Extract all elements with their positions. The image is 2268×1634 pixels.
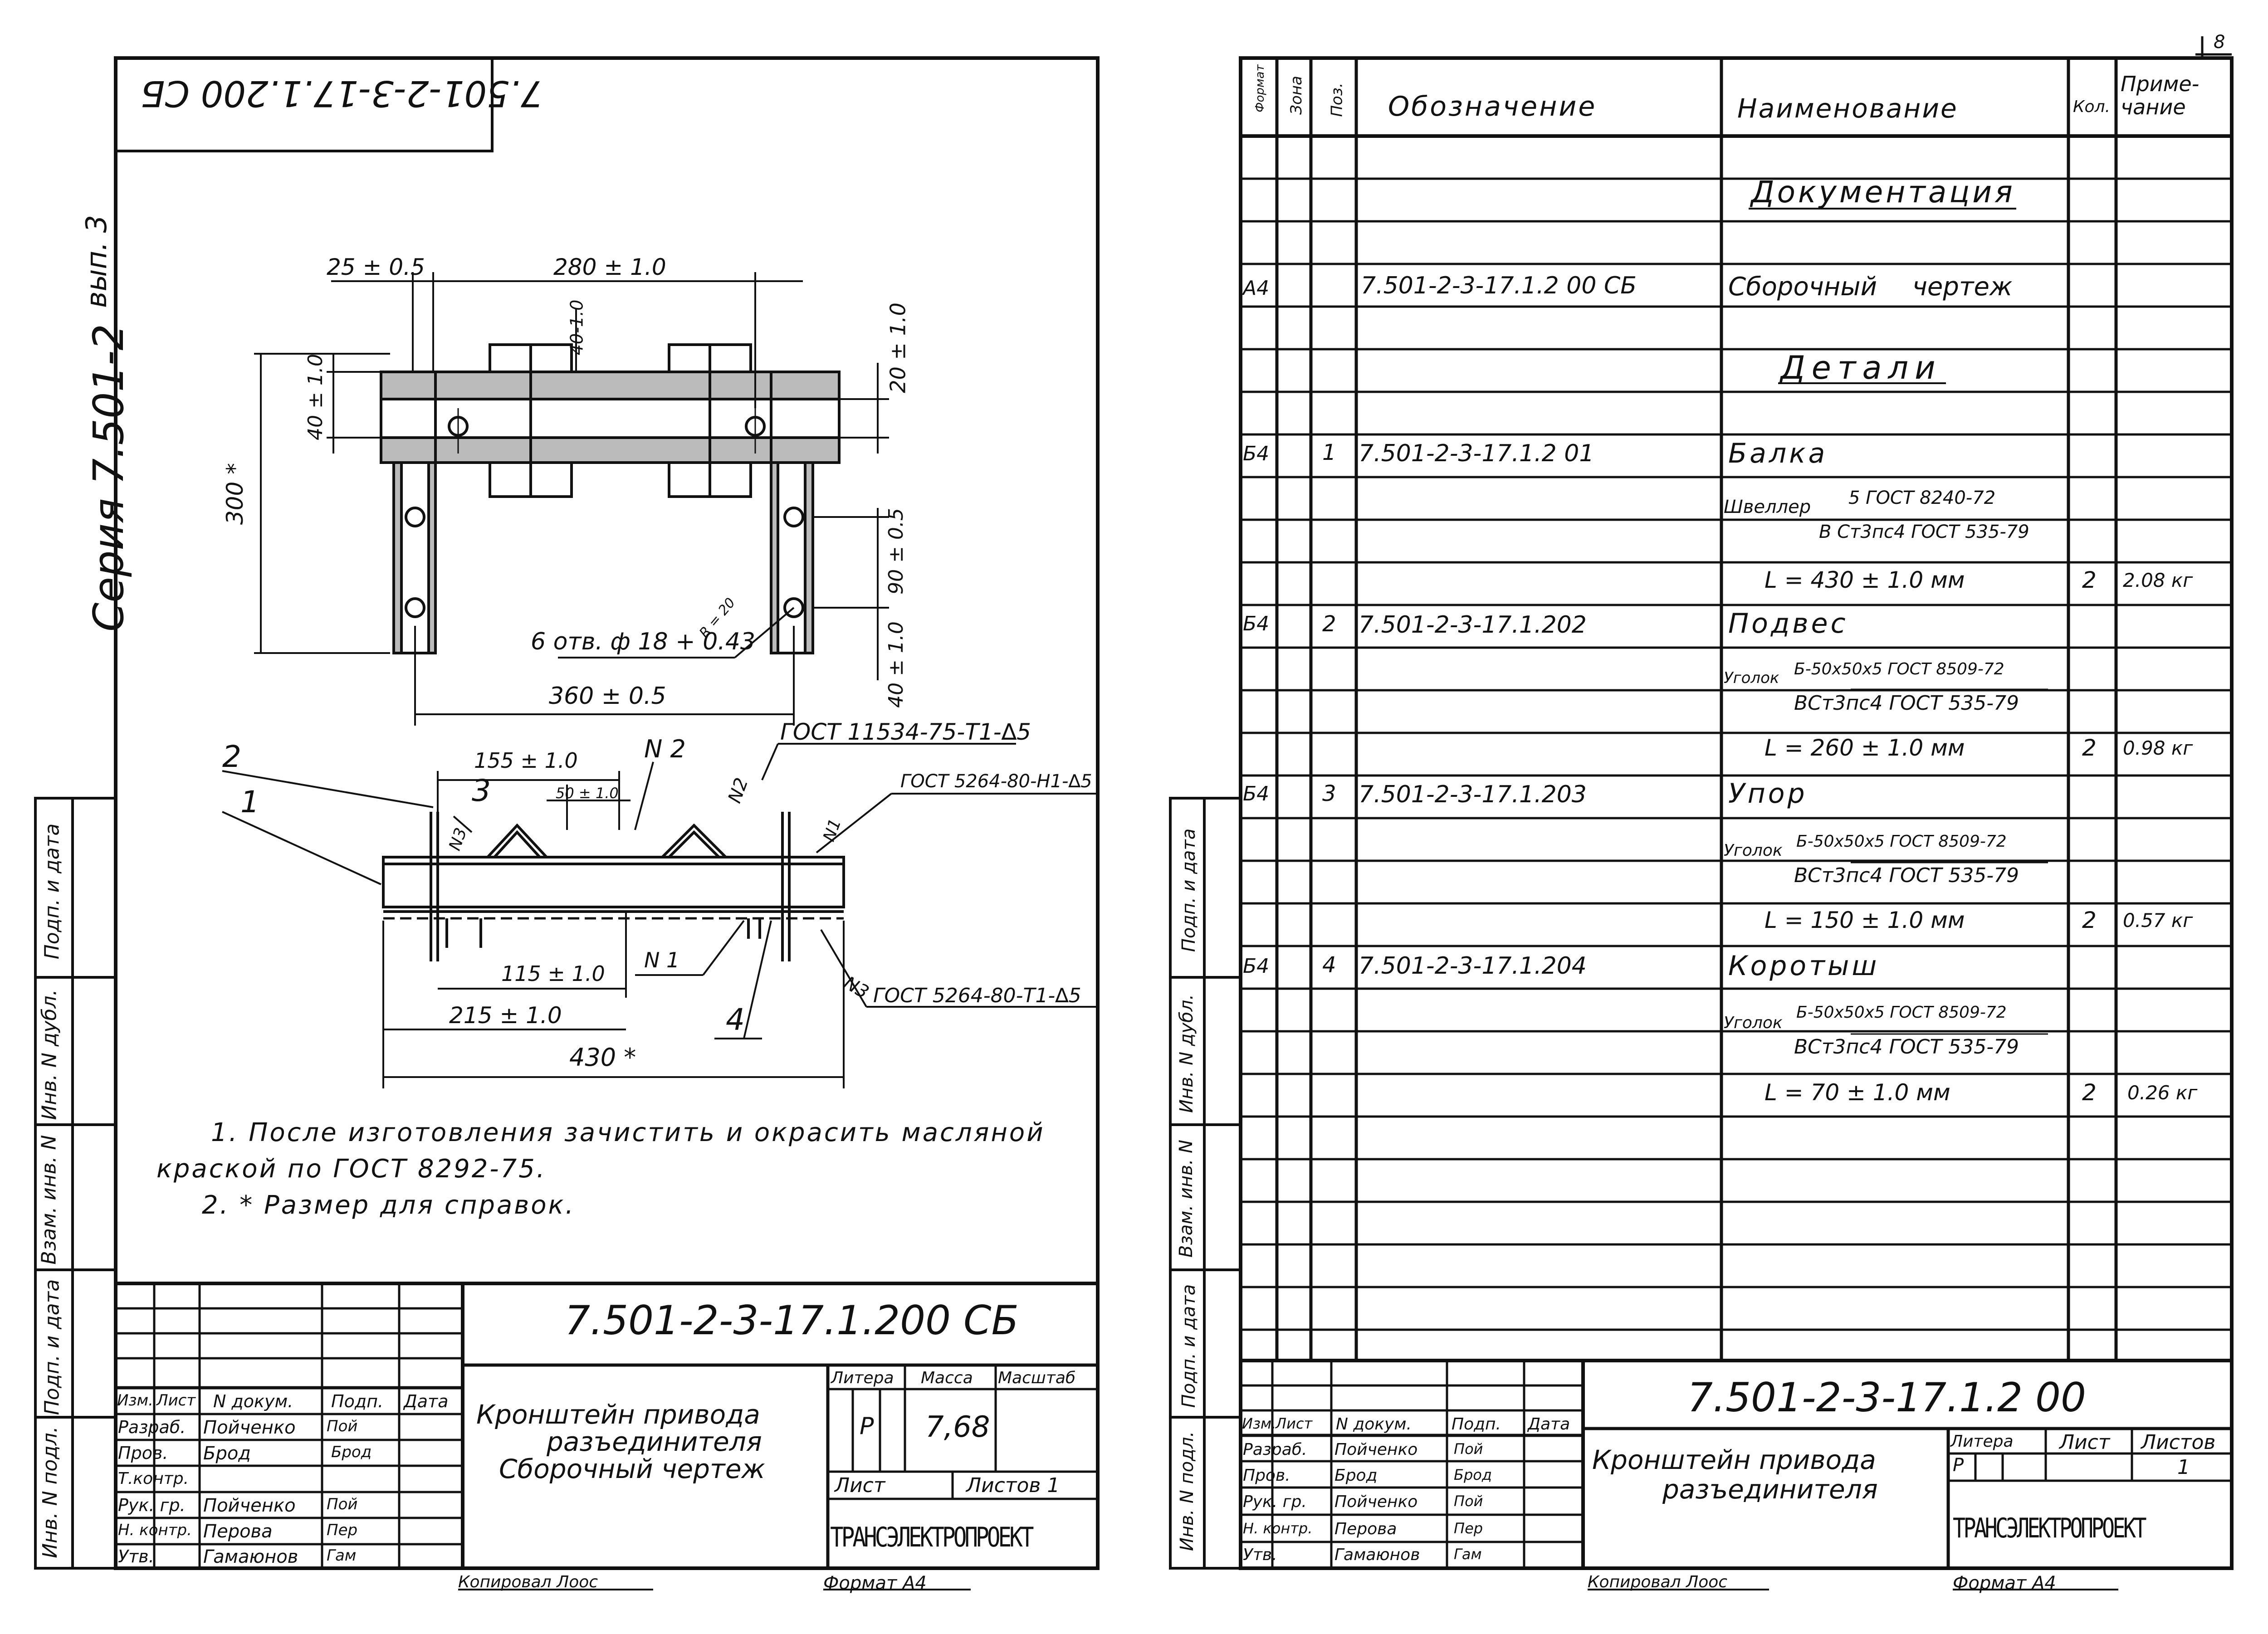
right-role-0: Разраб. <box>1243 1440 1307 1459</box>
doc-row-designation: 7.501-2-3-17.1.2 00 СБ <box>1361 272 1637 299</box>
left-footer-format: Формат А4 <box>823 1573 927 1594</box>
right-name-1: Брод <box>1334 1466 1378 1485</box>
right-company: ТРАНСЭЛЕКТРОПРОЕКТ <box>1953 1512 2145 1544</box>
left-title-line-3: Сборочный чертеж <box>499 1454 765 1484</box>
head-pos: Поз. <box>1328 83 1346 117</box>
dim-20: 20 ± 1.0 <box>885 302 910 393</box>
right-sign-3: Пер <box>1454 1520 1483 1537</box>
left-sheet-label: Лист <box>835 1474 885 1497</box>
right-col-head-4: Дата <box>1528 1415 1570 1434</box>
right-col-head-3: Подп. <box>1452 1415 1501 1434</box>
part1-note: 2.08 кг <box>2123 569 2193 591</box>
right-col-head-2: N докум. <box>1336 1415 1412 1434</box>
right-name-2: Пойченко <box>1334 1493 1418 1511</box>
margin-field-3: Инв. N дубл. <box>38 989 61 1120</box>
left-role-4: Н. контр. <box>118 1521 192 1539</box>
left-role-3: Рук. гр. <box>118 1495 186 1515</box>
weld-n2-slant: N2 <box>724 775 753 806</box>
part2-material-num: Б-50х50х5 ГОСТ 8509-72 <box>1794 660 2004 678</box>
right-name-0: Пойченко <box>1334 1440 1418 1459</box>
part1-length: L = 430 ± 1.0 мм <box>1765 567 1965 593</box>
right-margin-field-0: Инв. N подл. <box>1177 1431 1198 1551</box>
weld-n2-label: N 2 <box>644 735 686 763</box>
right-title-line-2: разъединителя <box>1662 1474 1878 1505</box>
dim-215: 215 ± 1.0 <box>449 1002 562 1029</box>
left-name-0: Пойченко <box>203 1417 296 1438</box>
part3-note: 0.57 кг <box>2123 909 2193 932</box>
left-role-2: Т.контр. <box>118 1469 189 1488</box>
right-table-grid <box>1241 58 2232 1361</box>
margin-field-2: Взам. инв. N <box>37 1135 61 1265</box>
right-role-3: Н. контр. <box>1243 1520 1313 1537</box>
right-sign-1: Брод <box>1454 1466 1492 1483</box>
doc-row-format: А4 <box>1243 277 1270 300</box>
margin-field-4: Подп. и дата <box>40 823 64 960</box>
head-format: Формат <box>1253 64 1267 112</box>
part3-material-prefix: Уголок <box>1724 841 1783 860</box>
dim-430: 430 * <box>569 1043 636 1072</box>
note-line-1: 1. После изготовления зачистить и окрасить масляной <box>211 1118 1045 1147</box>
part4-material-prefix: Уголок <box>1724 1014 1783 1032</box>
weld-n3-slant: N3 <box>445 825 471 853</box>
part1-material-num: 5 ГОСТ 8240-72 <box>1848 488 1996 508</box>
part2-material-prefix: Уголок <box>1724 669 1779 687</box>
right-head-sheet: Лист <box>2059 1431 2110 1454</box>
left-col-head-4: Дата <box>404 1391 449 1411</box>
right-margin-field-2: Взам. инв. N <box>1175 1140 1197 1258</box>
left-litera-value: Р <box>860 1413 874 1440</box>
pos-2-callout: 2 <box>222 739 241 774</box>
left-sign-5: Гам <box>327 1546 357 1565</box>
dim-115: 115 ± 1.0 <box>501 961 605 986</box>
right-role-4: Утв. <box>1243 1546 1277 1564</box>
part4-material-num: Б-50х50х5 ГОСТ 8509-72 <box>1796 1003 2007 1022</box>
part2-length: L = 260 ± 1.0 мм <box>1765 735 1965 761</box>
head-note: Приме- чание <box>2121 72 2200 119</box>
right-margin-field-3: Инв. N дубл. <box>1176 994 1197 1113</box>
left-name-4: Перова <box>203 1521 273 1542</box>
left-col-head-3: Подп. <box>331 1391 384 1411</box>
part4-format: Б4 <box>1243 955 1270 978</box>
sheet-code-rotated: 7.501-2-3-17.1.200 СБ <box>141 73 543 113</box>
left-sign-1: Брод <box>331 1443 372 1461</box>
part4-length: L = 70 ± 1.0 мм <box>1765 1079 1950 1106</box>
weld-n1-slant: N1 <box>820 816 845 844</box>
weld-gost-5264-t1: ГОСТ 5264-80-Т1-∆5 <box>873 984 1081 1007</box>
dim-50: 50 ± 1.0 <box>556 785 619 802</box>
right-sheets-value: 1 <box>2177 1456 2190 1479</box>
part3-length: L = 150 ± 1.0 мм <box>1765 907 1965 933</box>
right-col-head-1: Лист <box>1276 1415 1313 1432</box>
dim-40-minus: 40-1.0 <box>567 299 587 356</box>
left-sign-4: Пер <box>327 1521 358 1539</box>
right-name-4: Гамаюнов <box>1334 1546 1420 1564</box>
left-mass-value: 7,68 <box>925 1410 990 1444</box>
left-role-5: Утв. <box>118 1546 154 1566</box>
right-footer-copied: Копировал Лоос <box>1588 1573 1728 1591</box>
part4-note: 0.26 кг <box>2127 1082 2198 1104</box>
part3-material-num: Б-50х50х5 ГОСТ 8509-72 <box>1796 832 2007 851</box>
head-zone: Зона <box>1287 76 1305 115</box>
section-parts: Детали <box>1780 349 1942 386</box>
part3-pos: 3 <box>1322 781 1336 806</box>
right-sheet-number: 8 <box>2214 32 2225 53</box>
left-doc-code: 7.501-2-3-17.1.200 СБ <box>565 1297 1019 1344</box>
weld-gost-11534: ГОСТ 11534-75-Т1-∆5 <box>780 719 1031 745</box>
dim-280: 280 ± 1.0 <box>553 254 666 280</box>
dim-90: 90 ± 0.5 <box>884 508 908 595</box>
dim-radius: R = 20 <box>696 595 739 641</box>
left-company: ТРАНСЭЛЕКТРОПРОЕКТ <box>830 1522 1032 1553</box>
right-margin-field-4: Подп. и дата <box>1178 828 1200 952</box>
left-role-1: Пров. <box>118 1443 168 1463</box>
issue-margin-label: вып. 3 <box>79 215 113 308</box>
part1-material-prefix: Швеллер <box>1724 497 1811 517</box>
left-col-head-0: Изм. <box>117 1391 153 1410</box>
part1-name: Балка <box>1728 438 1828 469</box>
left-head-litera: Литера <box>831 1369 894 1387</box>
dim-300: 300 * <box>222 463 249 525</box>
right-margin-field-1: Подп. и дата <box>1178 1284 1200 1408</box>
left-sign-0: Пой <box>327 1417 358 1435</box>
part2-material-den: ВСт3пс4 ГОСТ 535-79 <box>1794 692 2019 715</box>
part4-qty: 2 <box>2082 1079 2097 1106</box>
right-name-3: Перова <box>1334 1520 1397 1538</box>
part2-pos: 2 <box>1322 611 1336 637</box>
part3-format: Б4 <box>1243 782 1270 805</box>
series-margin-label: Серия 7.501-2 <box>84 324 133 632</box>
left-role-0: Разраб. <box>118 1417 186 1437</box>
margin-field-0: Инв. N подл. <box>38 1426 62 1558</box>
top-view-drawing <box>381 345 839 653</box>
part3-designation: 7.501-2-3-17.1.203 <box>1359 781 1587 808</box>
left-footer-copied: Копировал Лоос <box>458 1573 598 1591</box>
right-col-head-0: Изм. <box>1242 1415 1276 1432</box>
note-line-2: краской по ГОСТ 8292-75. <box>156 1154 547 1184</box>
dim-40-left: 40 ± 1.0 <box>303 354 327 440</box>
dim-360: 360 ± 0.5 <box>549 683 666 710</box>
part2-qty: 2 <box>2082 735 2097 761</box>
right-litera-value: Р <box>1953 1455 1964 1476</box>
right-sign-2: Пой <box>1454 1493 1483 1510</box>
part4-material-den: ВСт3пс4 ГОСТ 535-79 <box>1794 1035 2019 1058</box>
left-sheets-label: Листов 1 <box>966 1474 1060 1497</box>
part4-name: Коротыш <box>1728 950 1880 982</box>
weld-n3-low: N3 <box>840 972 873 1003</box>
right-head-litera: Литера <box>1950 1432 2014 1451</box>
left-name-5: Гамаюнов <box>203 1546 298 1567</box>
front-view-dimensions <box>222 744 1098 1088</box>
section-documentation: Документация <box>1751 175 2015 210</box>
right-title-line-1: Кронштейн привода <box>1592 1444 1876 1475</box>
part2-designation: 7.501-2-3-17.1.202 <box>1359 611 1587 639</box>
part1-designation: 7.501-2-3-17.1.2 01 <box>1359 440 1594 467</box>
part3-material-den: ВСт3пс4 ГОСТ 535-79 <box>1794 864 2019 887</box>
margin-field-1: Подп. и дата <box>40 1279 64 1415</box>
right-doc-code: 7.501-2-3-17.1.2 00 <box>1687 1374 2087 1421</box>
right-role-2: Рук. гр. <box>1243 1493 1307 1511</box>
right-head-sheets: Листов <box>2141 1431 2216 1454</box>
part3-name: Упор <box>1728 778 1808 810</box>
part4-designation: 7.501-2-3-17.1.204 <box>1359 952 1587 980</box>
pos-4-callout: 4 <box>726 1002 745 1037</box>
dim-40-bottom: 40 ± 1.0 <box>884 621 908 708</box>
dim-holes: 6 отв. ф 18 + 0.43 <box>531 628 755 655</box>
part1-material-den: В Ст3пс4 ГОСТ 535-79 <box>1819 522 2029 542</box>
right-role-1: Пров. <box>1243 1466 1290 1485</box>
doc-row-name: Сборочный чертеж <box>1728 272 2013 302</box>
head-name: Наименование <box>1737 93 1958 124</box>
left-title-line-2: разъединителя <box>547 1426 762 1457</box>
left-head-scale: Масштаб <box>998 1369 1076 1387</box>
left-title-line-1: Кронштейн привода <box>476 1399 760 1430</box>
dim-25: 25 ± 0.5 <box>327 254 425 280</box>
part1-qty: 2 <box>2082 567 2097 593</box>
right-footer-format: Формат А4 <box>1953 1573 2056 1594</box>
note-line-3: 2. * Размер для справок. <box>202 1190 576 1220</box>
part2-name: Подвес <box>1728 608 1848 639</box>
left-name-3: Пойченко <box>203 1495 296 1516</box>
part2-format: Б4 <box>1243 612 1270 635</box>
head-designation: Обозначение <box>1388 91 1597 122</box>
pos-3-callout: 3 <box>472 773 491 808</box>
left-col-head-1: Лист <box>156 1391 196 1410</box>
part1-pos: 1 <box>1322 440 1336 465</box>
right-sign-0: Пой <box>1454 1440 1483 1458</box>
right-sign-4: Гам <box>1454 1546 1482 1563</box>
weld-n1-low: N 1 <box>644 948 680 972</box>
part4-pos: 4 <box>1322 952 1336 978</box>
left-head-mass: Масса <box>921 1369 973 1387</box>
left-name-1: Брод <box>203 1443 251 1464</box>
part3-qty: 2 <box>2082 907 2097 933</box>
pos-1-callout: 1 <box>240 785 259 819</box>
left-sign-3: Пой <box>327 1495 358 1513</box>
left-col-head-2: N докум. <box>213 1391 293 1411</box>
part2-note: 0.98 кг <box>2123 737 2193 759</box>
dim-155: 155 ± 1.0 <box>474 748 578 773</box>
part1-format: Б4 <box>1243 442 1270 465</box>
head-qty: Кол. <box>2073 98 2111 116</box>
weld-gost-5264-n1: ГОСТ 5264-80-Н1-∆5 <box>900 771 1092 792</box>
